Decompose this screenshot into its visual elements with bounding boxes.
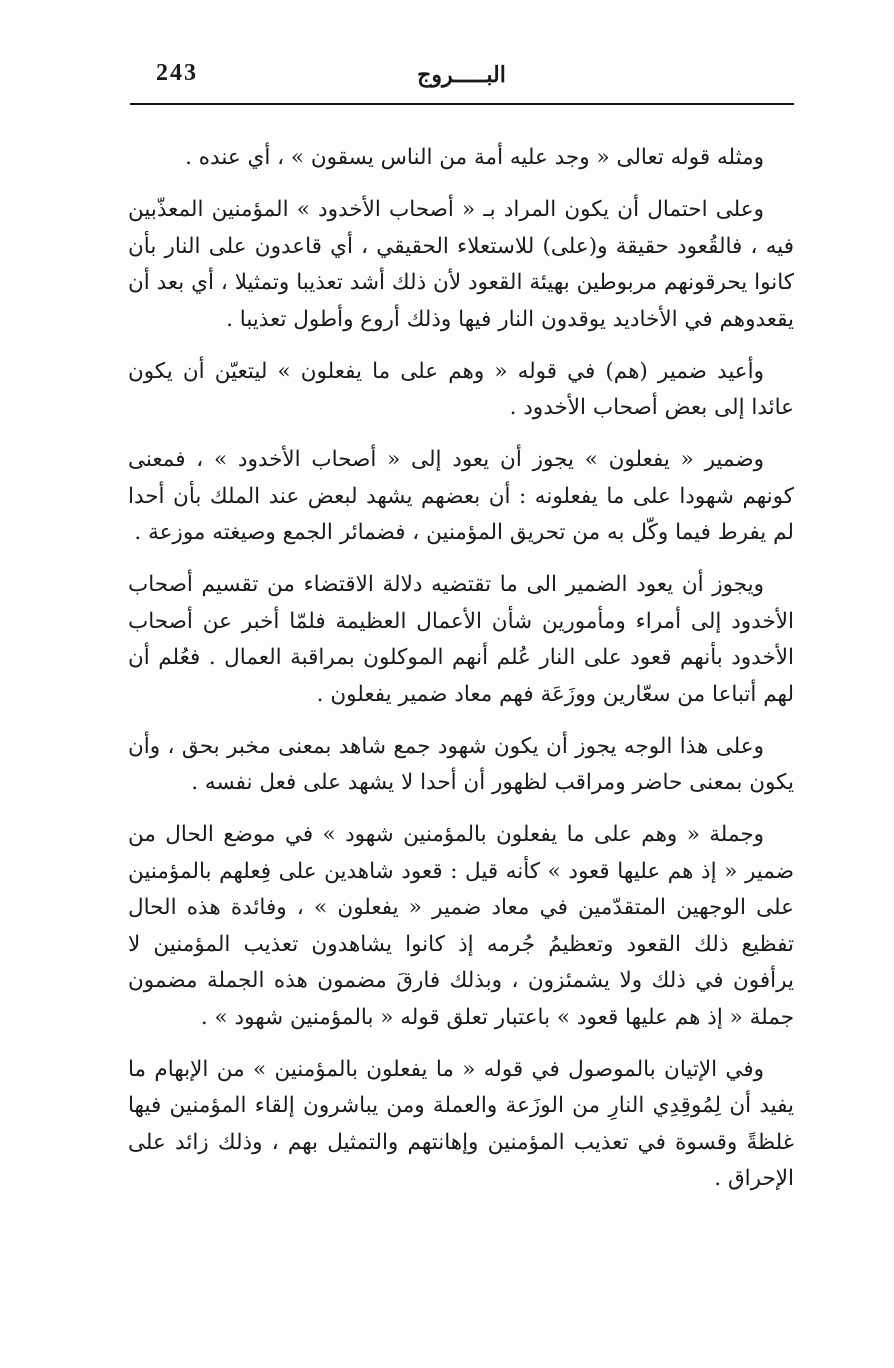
- paragraph-3: وأعيد ضمير (هم) في قوله « وهم على ما يفعلون » ليتعيّن أن يكون عائدا إلى بعض أصحاب الأخدود .: [128, 358, 794, 420]
- paragraph-4: وضمير « يفعلون » يجوز أن يعود إلى « أصحاب الأخدود » ، فمعنى كونهم شهودا على ما يفعلونه : أن بعضهم يشهد لبعض عند الملك بأن أحدا لم يفرط فيما وكّل به من تحريق المؤمنين ، فضمائر الجمع وصيغته موزعة .: [128, 447, 794, 545]
- running-title: البـــــروج: [417, 62, 506, 88]
- paragraph-6: وعلى هذا الوجه يجوز أن يكون شهود جمع شاهد بمعنى مخبر بحق ، وأن يكون بمعنى حاضر ومراقب لظهور أن أحدا لا يشهد على فعل نفسه .: [128, 733, 794, 795]
- paragraph-5: ويجوز أن يعود الضمير الى ما تقتضيه دلالة الاقتضاء من تقسيم أصحاب الأخدود إلى أمراء ومأمورين شأن الأعمال العظيمة فلمّا أخبر عن أصحاب الأخدود بأنهم قعود على النار عُلم أنهم الموكلون بمراقبة العمال . فعُلم أن لهم أتباعا من سعّارين ووزَعَة فهم معاد ضمير يفعلون .: [128, 572, 794, 707]
- page-number: 243: [156, 60, 198, 86]
- header-divider: [130, 103, 794, 105]
- paragraph-1: ومثله قوله تعالى « وجد عليه أمة من الناس يسقون » ، أي عنده .: [185, 145, 764, 170]
- paragraph-8: وفي الإتيان بالموصول في قوله « ما يفعلون بالمؤمنين » من الإبهام ما يفيد أن لِمُوقِدِي النارِ من الوزَعة والعملة ومن يباشرون إلقاء المؤمنين فيها غلظةً وقسوة في تعذيب المؤمنين وإهانتهم والتمثيل بهم ، وذلك زائد على الإحراق .: [128, 1056, 794, 1191]
- paragraph-7: وجملة « وهم على ما يفعلون بالمؤمنين شهود » في موضع الحال من ضمير « إذ هم عليها قعود » كأنه قيل : قعود شاهدين على فِعلهم بالمؤمنين على الوجهين المتقدّمين في معاد ضمير « يفعلون » ، وفائدة هذه الحال تفظيع ذلك القعود وتعظيمُ جُرمه إذ كانوا يشاهدون تعذيب المؤمنين لا يرأفون في ذلك ولا يشمئزون ، وبذلك فارقَ مضمون هذه الجملة مضمون جملة « إذ هم عليها قعود » باعتبار تعلق قوله « بالمؤمنين شهود » .: [128, 822, 794, 1030]
- page-header: [130, 58, 793, 102]
- paragraph-2: وعلى احتمال أن يكون المراد بـ « أصحاب الأخدود » المؤمنين المعذّبين فيه ، فالقُعود حقيقة و(على) للاستعلاء الحقيقي ، أي قاعدون على النار بأن كانوا يحرقونهم مربوطين بهيئة القعود لأن ذلك أشد تعذيبا وتمثيلا ، أي بعد أن يقعدوهم في الأخاديد يوقدون النار فيها وذلك أروع وأطول تعذيبا .: [128, 197, 794, 332]
- body-text: [128, 140, 794, 1213]
